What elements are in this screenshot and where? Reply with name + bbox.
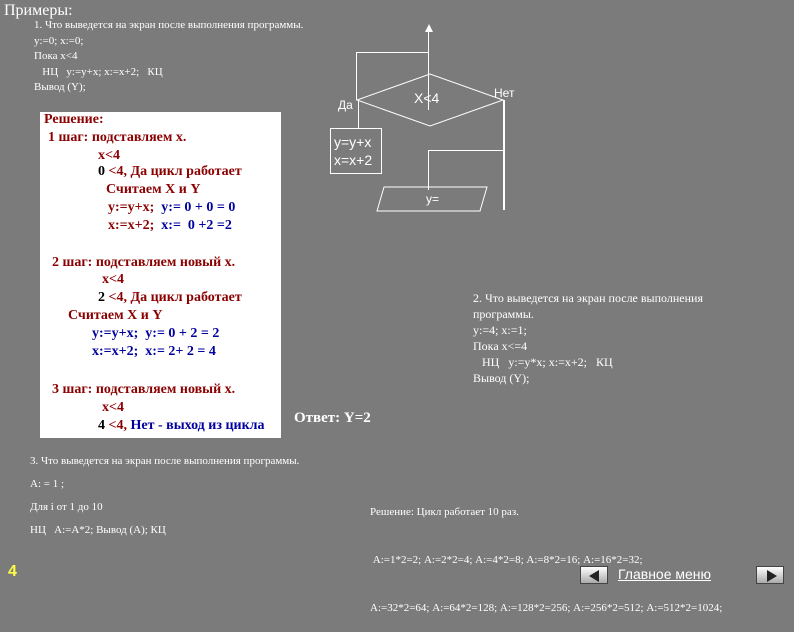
problem-3-line: НЦ А:=А*2; Вывод (А); КЦ — [30, 524, 166, 536]
problem-1-line: y:=0; x:=0; — [34, 34, 84, 47]
flow-line-output-h — [428, 150, 504, 151]
slide-title: Примеры: — [4, 2, 73, 19]
flow-line-return — [356, 52, 428, 53]
solution-panel — [40, 112, 281, 438]
step-1-y-code: y:=y+x; — [108, 200, 155, 215]
problem-1-line: Пока x<4 — [34, 50, 78, 62]
step-2-y-calc: y:= 0 + 2 = 2 — [138, 326, 220, 341]
step-3-check: <4, — [105, 418, 131, 433]
arrow-right-icon — [767, 570, 777, 582]
problem-2-line: НЦ y:=y*x; x:=x+2; КЦ — [473, 355, 613, 369]
solution-3-line: Решение: Цикл работает 10 раз. — [370, 506, 519, 518]
step-2-title: 2 шаг: подставляем новый x. — [52, 255, 236, 270]
problem-2-line: Пока x<=4 — [473, 339, 528, 353]
step-1-x-code: x:=x+2; — [108, 218, 155, 233]
flow-line-no — [503, 100, 505, 210]
problem-1-line: 1. Что выведется на экран после выполнения программы. — [34, 19, 304, 31]
step-2-y-code: y:=y+x; — [92, 326, 139, 341]
step-2-condition: x<4 — [102, 272, 124, 287]
problem-2-line: y:=4; x:=1; — [473, 323, 527, 337]
flow-arrow-top — [425, 24, 433, 32]
step-1-x-calc: x:= 0 +2 =2 — [154, 218, 232, 233]
condition-label: X<4 — [414, 90, 440, 106]
flow-line-output — [428, 150, 429, 190]
arrow-left-icon — [589, 570, 599, 582]
problem-3-line: Для i от 1 до 10 — [30, 501, 103, 513]
process-line-1: y=y+x — [334, 134, 372, 150]
step-2-value: 2 — [98, 290, 105, 305]
problem-2-line: 2. Что выведется на экран после выполнения — [473, 291, 703, 305]
problem-2-line: Вывод (Y); — [473, 371, 530, 385]
flow-line-yes — [358, 100, 359, 128]
problem-1 — [34, 18, 303, 96]
prev-slide-button[interactable] — [580, 566, 608, 584]
step-2-count: Считаем X и Y — [68, 308, 163, 323]
problem-1-line: Вывод (Y); — [34, 81, 86, 93]
main-menu-link[interactable]: Главное меню — [618, 566, 712, 582]
step-3-condition: x<4 — [102, 400, 124, 415]
problem-3-line: А: = 1 ; — [30, 478, 65, 490]
process-line-2: x=x+2 — [334, 152, 373, 168]
next-slide-button[interactable] — [756, 566, 784, 584]
yes-label: Да — [338, 98, 353, 112]
problem-2 — [473, 290, 773, 386]
problem-3-line: 3. Что выведется на экран после выполнения программы. — [30, 455, 300, 467]
problem-1-line: НЦ y:=y+x; x:=x+2; КЦ — [34, 65, 163, 78]
step-1-value: 0 — [98, 164, 105, 179]
answer: Ответ: Y=2 — [294, 410, 371, 426]
step-3-title: 3 шаг: подставляем новый x. — [52, 382, 236, 397]
problem-3 — [30, 450, 299, 542]
step-2-x-calc: x:= 2+ 2 = 4 — [138, 344, 216, 359]
step-1-count: Считаем X и Y — [106, 182, 201, 197]
output-label: y= — [426, 192, 440, 206]
no-label: Нет — [494, 86, 515, 100]
solution-heading: Решение: — [44, 112, 104, 127]
problem-2-line: программы. — [473, 307, 534, 321]
step-1-condition: x<4 — [98, 148, 120, 163]
solution-3 — [370, 472, 722, 632]
page-number: 4 — [8, 563, 17, 580]
solution-3-line: А:=32*2=64; А:=64*2=128; А:=128*2=256; А:=256*2=512; А:=512*2=1024; — [370, 602, 723, 614]
step-1-title: 1 шаг: подставляем x. — [48, 130, 187, 145]
step-2-check: <4, Да цикл работает — [105, 290, 242, 305]
step-2-x-code: x:=x+2; — [92, 344, 139, 359]
step-3-value: 4 — [98, 418, 105, 433]
step-3-exit: Нет - выход из цикла — [130, 418, 265, 433]
solution-3-line: А:=1*2=2; А:=2*2=4; А:=4*2=8; А:=8*2=16; А:=16*2=32; — [370, 554, 643, 566]
step-1-check: <4, Да цикл работает — [105, 164, 242, 179]
step-1-y-calc: y:= 0 + 0 = 0 — [154, 200, 236, 215]
